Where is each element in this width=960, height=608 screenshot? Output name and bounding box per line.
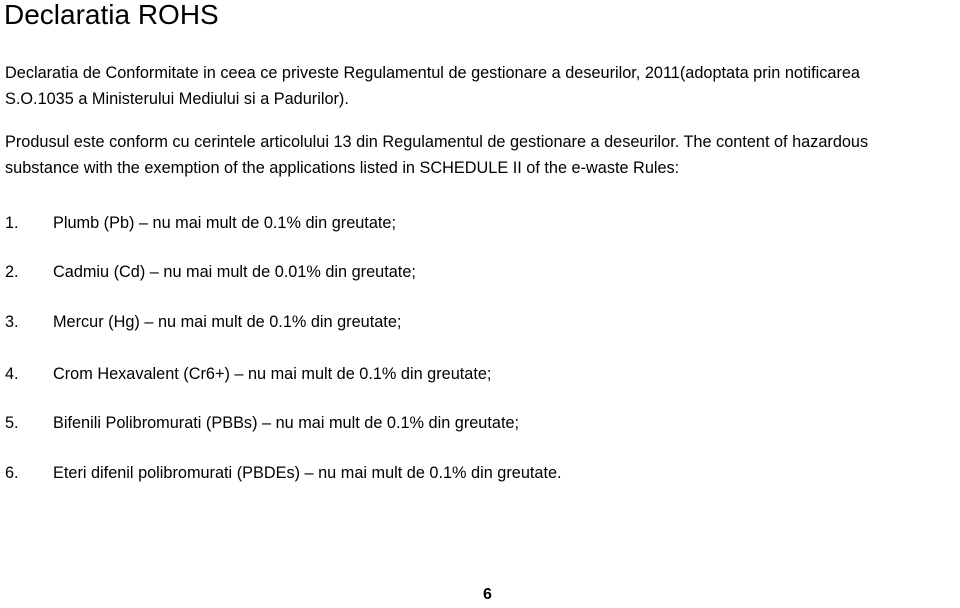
substance-text: Cadmiu (Cd) – nu mai mult de 0.01% din greutate; (53, 263, 416, 281)
paragraph-line: Declaratia de Conformitate in ceea ce priveste Regulamentul de gestionare a deseurilor, 2011(adoptata prin notificarea (5, 64, 860, 82)
page-number: 6 (483, 586, 492, 603)
substance-list-item (5, 463, 562, 483)
conformity-declaration-paragraph (5, 60, 860, 112)
substance-list-item (5, 312, 401, 332)
substance-text: Crom Hexavalent (Cr6+) – nu mai mult de 0.1% din greutate; (53, 365, 492, 383)
substance-list-item (5, 413, 519, 433)
paragraph-line: substance with the exemption of the applications listed in SCHEDULE II of the e-waste Rules: (5, 159, 680, 177)
substance-list-item (5, 262, 416, 282)
paragraph-line: S.O.1035 a Ministerului Mediului si a Padurilor). (5, 90, 349, 108)
substance-text: Bifenili Polibromurati (PBBs) – nu mai mult de 0.1% din greutate; (53, 414, 520, 432)
substance-text: Mercur (Hg) – nu mai mult de 0.1% din greutate; (53, 313, 402, 331)
paragraph-line: Produsul este conform cu cerintele articolului 13 din Regulamentul de gestionare a deseurilor. The content of hazardous (5, 133, 869, 151)
substance-text: Plumb (Pb) – nu mai mult de 0.1% din greutate; (53, 214, 396, 232)
page-title: Declaratia ROHS (4, 0, 219, 30)
list-number: 6. (5, 464, 19, 482)
list-number: 2. (5, 263, 19, 281)
compliance-paragraph (5, 129, 868, 181)
list-number: 1. (5, 214, 19, 232)
list-number: 4. (5, 365, 19, 383)
substance-list-item (5, 213, 396, 233)
substance-text: Eteri difenil polibromurati (PBDEs) – nu mai mult de 0.1% din greutate. (53, 464, 562, 482)
substance-list-item (5, 364, 491, 384)
list-number: 3. (5, 313, 19, 331)
list-number: 5. (5, 414, 19, 432)
